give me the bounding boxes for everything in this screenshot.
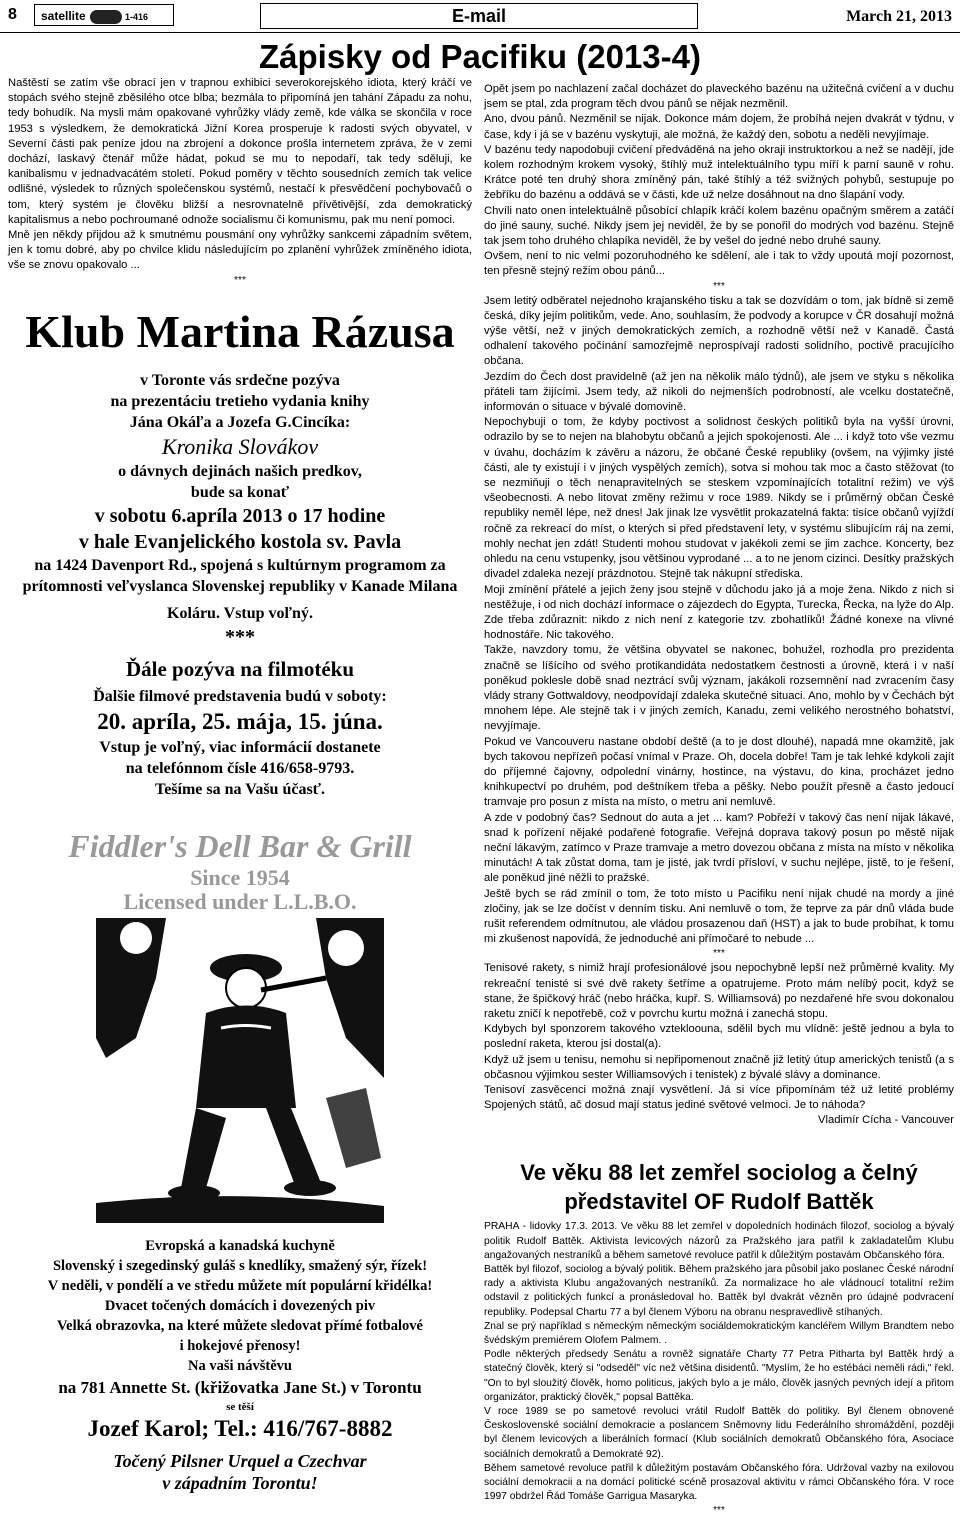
right-paragraph: Opět jsem po nachlazení začal docházet do plaveckého bazénu na užitečná cvičení a v duchu jsem se ptal, zda program těch dvou pánů se nějak nezměnil. bbox=[484, 83, 954, 111]
event-presence: prítomnosti veľvyslanca Slovenskej republiky v Kanade Milana bbox=[22, 577, 458, 595]
right-paragraph: Moji zmínění přátelé a jejich ženy jsou stejně v důchodu jako já a moje žena. Nikdo z nich si nestěžuje, i od nich dochází informace o zájezdech do Egypta, Turecka, Řecka, na lyže do Alp. Zde třeba zdůraznit: nikdo z nich není z kategorie tzv. zbohatlíků! Žádné konexe na vlivné hodnostáře. Nic takového. bbox=[484, 583, 954, 642]
ad-line: Dvacet točených domácích i dovezených piv bbox=[104, 1297, 376, 1314]
bar-name: Fiddler's Dell Bar & Grill bbox=[68, 827, 412, 864]
section-title: E-mail bbox=[260, 3, 698, 29]
ad-line: Evropská a kanadská kuchyně bbox=[145, 1237, 335, 1254]
obituary-paragraph: Podle některých předsedy Senátu a rovněž signatáře Charty 77 Petra Pitharta byl Battěk hrdý a statečný člověk, který si "odseděl" víc než většina disidentů. "Myslím, že ho estébáci neměli rádi," řekl. "On to byl sloužitý člověk, homo politicus, jakých bylo a je málo, člověk jasných pevných idejí a přitom organizátor, praktický člověk," popsal Battěka. bbox=[484, 1349, 954, 1403]
klub-announcement bbox=[8, 304, 472, 800]
klub-line: v Toronte vás srdečne pozýva bbox=[140, 371, 340, 389]
klub-line: Jána Okáľa a Jozefa G.Cincíka: bbox=[129, 413, 351, 431]
separator: *** bbox=[234, 274, 246, 286]
klub-line: o dávnych dejinách našich predkov, bbox=[118, 462, 362, 480]
ad-line: V neděli, v pondělí a ve středu můžete mít populární křidélka! bbox=[47, 1277, 433, 1294]
film-dates: 20. apríla, 25. mája, 15. júna. bbox=[97, 708, 383, 734]
right-paragraph: Kdybych byl sponzorem takového vztekloouna, sdělil bych mu vlídně: ještě jednou a byla to poslední raketa, kterou jsi dostal(a). bbox=[484, 1023, 954, 1051]
bar-since: Since 1954 bbox=[190, 864, 290, 890]
left-paragraph: Naštěstí se zatím vše obrací jen v trapnou exhibici severokorejského idiota, který kráčí ve stopách svého stejně zběsilého otce blba; bezmála to připomíná jen tahání Západu za nohu, tedy bohudík. Na mysli mám opakované vyhrůžky vlády země, kde válka se skončila v roce 1953 s výsledkem, že demokratická Jižní Korea prosperuje k radosti svých obyvatel, v Severní části pak peníze jdou na zbrojení a dokonce prošla internetem zpráva, že v zemi dochází, laskavý čtenář může hádat, pokud se mu to nepodaří, tak tedy sděluji, ke kanibalismu v jednadvacátém století. Pokud poměry v těchto sousedních zemích tak velice odlišné, výsledek to různých společenskou systémů, nestačí k přesvědčení pochybovačů o tom, který systém je člověku bližší a nesrovnatelně přívětivější, zda demokratický kapitalismus a nebo pochroumané odnože socialismu či komunismu, pak mu není pomoci. bbox=[8, 77, 472, 226]
film-next: Ďalšie filmové predstavenia budú v soboty: bbox=[93, 687, 387, 705]
film-title: Ďále pozýva na filmotéku bbox=[125, 656, 355, 681]
right-paragraph: V bazénu tedy napodobuji cvičení předváděná na jeho okraji instruktorkou a než se nadějí, jde kolem rozhodným krokem vysoký, štíhlý muž intelektuálního typu míří k parní sauně v rohu. Krátce poté ten druhý shora zmíněný pán, také štíhlý a též svižných pohybů, sestupuje po žebříku do bazénu a oddává se v části, kde už nelze dosáhnout na dno šlapání vody. bbox=[484, 143, 954, 202]
right-paragraph: Chvíli nato onen intelektuálně působící chlapík kráčí kolem bazénu opačným směrem a zatáčí do jiné sauny, suché. Nikdy jsem jej neviděl, že by se ponořil do modrých vod bazénu. Stejně tak jsem toho druhého chlapíka neviděl, že by vešel do jedné nebo druhé sauny. bbox=[484, 204, 954, 248]
page-header bbox=[0, 0, 960, 36]
separator-big: *** bbox=[225, 625, 255, 648]
ad-beer: v západním Torontu! bbox=[162, 1472, 318, 1493]
ad-line: i hokejové přenosy! bbox=[179, 1337, 301, 1354]
klub-line: na prezentáciu tretieho vydania knihy bbox=[110, 392, 370, 410]
header-rule bbox=[0, 32, 960, 33]
event-address: na 1424 Davenport Rd., spojená s kultúrnym programom za bbox=[34, 556, 446, 574]
separator: *** bbox=[713, 948, 725, 960]
right-paragraph: Nepochybuji o tom, že kdyby poctivost a solidnost českých politiků byla na vyšší úrovni, odrazilo by se to nejen na blahobytu občanů a jejich spokojenosti. Ale ... i když toto vše vezmu v úvahu, docházím k závěru a názoru, že občané České republiky (ovšem, na výjimky jisté části, ale ty existují i v jiných vyspělých zemích), sotva si mohou tak moc a často stěžovat (to se nezmiňuji o těch nenapravitelných se steskem vzpomínajících totalitní režim) ve výš všeobecnosti. A nebo litovat změny režimu v roce 1989. Nikdy se i průměrný občan České republiky neměl lépe, než dnes! Jak jinak lze vysvětlit prokazatelná fakta: tisíce občanů vyjíždí ročně za rekreací do míst, o kterých si před představení lety, v systému slibujícím ráj na zemi, mohly nechat jen zdát! Studenti mohou studovat v jakékoli zemi se jim zachce. Koncerty, bez ohledu na cenu vstupenky, jsou většinou vyprodané ... a to ne jenom cizinci. Desítky pražských divadel zdaleka nezejí prázdnotou. Stejně tak nákupní střediska. bbox=[484, 416, 954, 581]
ad-line: se těší bbox=[226, 1400, 254, 1413]
right-paragraph: Ano, dvou pánů. Nezměnil se nijak. Dokonce mám dojem, že probíhá nejen dvakrát v týdnu, v čase, kdy i já se v bazénu vyskytuji, ale možná, že každý den, sobotu a neděli nevyjímaje. bbox=[484, 113, 954, 141]
klub-line: bude sa konať bbox=[190, 483, 290, 501]
logo-text: satellite bbox=[41, 9, 86, 23]
ad-contact: Jozef Karol; Tel.: 416/767-8882 bbox=[87, 1415, 393, 1441]
right-column bbox=[484, 82, 954, 1518]
book-title: Kronika Slovákov bbox=[161, 433, 319, 459]
page-number: 8 bbox=[8, 6, 17, 23]
issue-date: March 21, 2013 bbox=[846, 8, 952, 25]
klub-title: Klub Martina Rázusa bbox=[25, 305, 455, 357]
fiddler-ad bbox=[8, 826, 472, 1494]
ad-line: na 781 Annette St. (křižovatka Jane St.) v Torontu bbox=[58, 1377, 422, 1397]
right-paragraph: Takže, navzdory tomu, že většina obyvatel se nakonec, bohužel, rozhodla pro prezidenta značně se líšícího od svého protikandidáta nedostatkem čestnosti a úrovně, která i v naší poněkud poklesle době snad neztrácí svůj význam, jakákoli rozsemnění nad zvracením časy vlády strany Gottwaldovy, neodpovídají zdaleka skutečné situaci. Ano, mohlo by v Čechách být mnohem lépe. Ale stejně tak i v jiných zemích, Kanadu, zemi velikého nerostného bohatství, nevyjímaje. bbox=[484, 644, 954, 733]
author-signature: Vladimír Cícha - Vancouver bbox=[818, 1114, 954, 1127]
event-venue: v hale Evanjelického kostola sv. Pavla bbox=[78, 530, 402, 553]
ad-beer: Točený Pilsner Urquel a Czechvar bbox=[113, 1450, 367, 1471]
film-info: Tešíme sa na Vašu účasť. bbox=[154, 780, 325, 798]
separator: *** bbox=[713, 1505, 725, 1517]
obituary-title: Ve věku 88 let zemřel sociolog a čelný představitel OF Rudolf Battěk bbox=[520, 1160, 918, 1215]
right-paragraph: Jezdím do Čech dost pravidelně (až jen na několik málo týdnů), ale jsem ve styku s několika přáteli tam žijícími. Jsem tedy, až nikoli do nejmenších podrobností, ale vcelku dostatečně, informován o situace v bývalé domovině. bbox=[484, 370, 954, 414]
ad-line: Slovenský i szegedinský guláš s knedlíky, smažený sýr, řízek! bbox=[52, 1257, 428, 1274]
obituary-paragraph: PRAHA - lidovky 17.3. 2013. Ve věku 88 let zemřel v dopoledních hodinách filozof, sociolog a bývalý politik Rudolf Battěk. Aktivista levicových názorů za Pražského jara patřil k zakladatelům Klubu angažovaných nestraníků a během sametové revoluce patřil k důležitým postavám Občanského fóra. bbox=[484, 1221, 954, 1261]
event-entry: Koláru. Vstup voľný. bbox=[167, 604, 313, 622]
right-paragraph: Ovšem, není to nic velmi pozoruhodného ke sdělení, ale i tak to vždy upoutá mojí pozornost, ten přesně stejný režim obou pánů... bbox=[484, 250, 954, 278]
article-title: Zápisky od Pacifiku (2013-4) bbox=[258, 38, 701, 75]
right-paragraph: Tenisové rakety, s nimiž hrají profesionálové jsou nepochybně lepší než průměrné kvality. My rekreační tenisté si své dvě rakety šetříme a opatrujeme. Proto mám nelíbý pocit, když se stane, že špičkový hráč (nebo hráčka, kupř. S. Williamsová) po nezdařené hře svou dokonalou raketu zničí k nepotřebě, což v povrchu kurtu možná i zanechá stopu. bbox=[484, 962, 954, 1020]
right-paragraph: Jsem letitý odběratel nejednoho krajanského tisku a tak se dozvídám o tom, jak bídně si země česká, díky jejím politikům, vede. Ano, souhlasím, že podvody a korupce v ČR dosahují možná výše větší, než v jiných demokratických zemích, a rozhodně větší než v Kanadě. Častá odhalení takového počínání samozřejmě neprospívají radosti solidního, poctivě pracujícího občana. bbox=[484, 294, 954, 368]
ad-line: Na vaši návštěvu bbox=[188, 1357, 292, 1374]
left-column bbox=[8, 76, 472, 1494]
right-paragraph: Ještě bych se rád zmínil o tom, že toto místo u Pacifiku není nijak chudé na mordy a jiné zločiny, jak se lze dočíst v denním tisku. Ani nemluvě o tom, že teprve za pár dnů vláda bude rušit referendem odmítnutou, ale vládou prosazenou daň (HST) a jak to bude probíhat, k tomu mi zkušenost napovídá, že jednoduché ani přímočaré to nebude ... bbox=[484, 887, 954, 946]
film-info: Vstup je voľný, viac informácií dostanete bbox=[99, 738, 381, 756]
obituary-paragraph: Battěk byl filozof, sociolog a bývalý politik. Během pražského jara působil jako poslanec České národní rady a aktivista Klubu angažovaných nestraníků. Za normalizace ho ale vládnoucí totalitní režim odstavil z politických funkcí a pronásledoval ho. Battěk byl dvakrát vězněn pro údajné podvracení republiky. Podepsal Chartu 77 a byl členem Výboru na obranu nespravedlivě stíhaných. bbox=[484, 1264, 954, 1318]
left-paragraph: Mně jen někdy přijdou až k smutnému pousmání ony vyhrůžky sankcemi západním světem, jen k tomu dobré, aby po chvilce klidu následujícím po zplanění vyhrůžek zmíněného idiota, vše se znovu opakovalo ... bbox=[8, 229, 472, 272]
ad-line: Velká obrazovka, na které můžete sledovat přímé fotbalové bbox=[57, 1317, 423, 1334]
obituary-paragraph: Znal se prý například s německým německým sociáldemokratickým kancléřem Willym Brandtem nebo švédským premiérem Olofem Palmem. . bbox=[484, 1320, 954, 1347]
film-info: na telefónnom čísle 416/658-9793. bbox=[125, 759, 355, 777]
satellite-logo bbox=[34, 4, 174, 26]
right-paragraph: A zde v podobný čas? Sednout do auta a jet ... kam? Pobřeží v takový čas není nijak lákavé, snad k pořízení nějaké podařené fotografie. Veřejná doprava takový posun po městě nijak neční lákavým, zatímco v Praze tramvaje a metro dovezou občana z místa na místo v několika minutách! A tak zůstat doma, tam je jisté, jak tvrdí přísloví, v suchu nejlépe, jistě, to je řešení, ale poněkud jiné něžli to pražské. bbox=[484, 811, 954, 885]
obituary-paragraph: V roce 1989 se po sametové revoluci vrátil Rudolf Battěk do politiky. Byl členem obnovené Československé sociální demokracie a poslancem Sněmovny lidu Federálního shromáždění, později byl členem levicových a liberálních formací (Klub sociálních demokratů Občanského fóra, Asociace sociálních demokratů a Demokraté 92). bbox=[484, 1406, 954, 1460]
fiddler-illustration bbox=[96, 918, 384, 1223]
separator: *** bbox=[713, 280, 725, 292]
right-paragraph: Pokud ve Vancouveru nastane období deště (a to je dost dlouhé), napadá mne okamžitě, jak bych takovou nepřízeň počasí vnímal v Praze. Oh, docela dobře! Tam je tak lehké kdykoli zajít do příjemné čajovny, odpolední vinárny, hostince, na výstavu, do kina, procházet jedno knihkupectví po druhém, pod deštníkem třeba a pěšky. Nebo použít přesně a často jedoucí tramvaje pro posun z místa na místo, o metru ani nemluvě. bbox=[484, 735, 954, 809]
logo-code: 1-416 bbox=[125, 12, 149, 22]
obituary-paragraph: Během sametové revoluce patřil k důležitým postavám Občanského fóra. Udržoval vazby na exilovou sociální demokracii a na domácí politické scéně prosazoval aktivitu v rámci Občanského fóra. V roce 1997 obdržel Řád Tomáše Garrigua Masaryka. bbox=[484, 1462, 954, 1503]
bar-license: Licensed under L.L.B.O. bbox=[123, 888, 357, 914]
globe-icon bbox=[90, 10, 122, 24]
right-paragraph: Když už jsem u tenisu, nemohu si nepřipomenout značně již letitý útup amerických tenistů (a s občasnou výjimkou sester Williamsových i tenistek) z bývalé slávy a dominance. bbox=[484, 1053, 954, 1081]
event-date: v sobotu 6.apríla 2013 o 17 hodine bbox=[94, 504, 386, 527]
right-paragraph: Tenisoví zasvěcenci možná znají vysvětlení. Já si více připomínám též už letité problémy Spojených států, ač dosud mají status jediné světové velmoci. Je to náhoda? bbox=[484, 1084, 954, 1112]
